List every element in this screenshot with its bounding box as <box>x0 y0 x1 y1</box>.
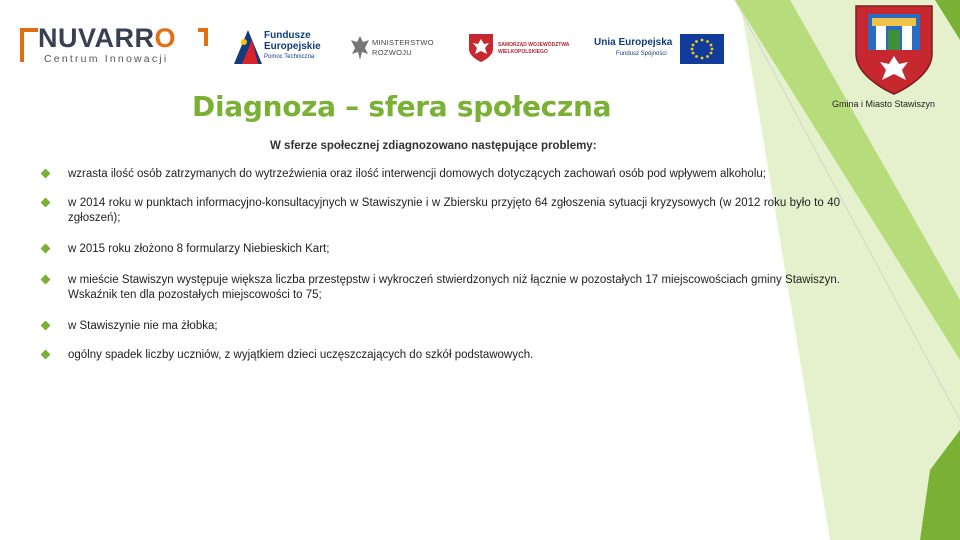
polish-eagle-icon <box>350 34 370 62</box>
ue-line1: Unia Europejska <box>594 37 673 48</box>
samorzad-wojewodztwa-logo <box>468 32 572 64</box>
fe-line2: Europejskie <box>264 41 321 52</box>
list-item <box>40 319 840 334</box>
mr-line2: ROZWOJU <box>372 48 413 57</box>
nuvarro-logo <box>18 23 210 68</box>
diamond-bullet-icon <box>41 275 51 285</box>
list-item <box>40 348 840 363</box>
slide-subtitle: W sferze społecznej zdiagnozowano następujące problemy: <box>270 140 597 152</box>
diamond-bullet-icon <box>41 321 51 331</box>
nuvarro-tagline: Centrum Innowacji <box>44 53 169 65</box>
fundusze-europejskie-logo <box>234 30 330 66</box>
ministerstwo-rozwoju-logo <box>350 32 446 64</box>
list-item-text: w 2015 roku złożono 8 formularzy Niebieskich Kart; <box>68 243 330 255</box>
nuvarro-wordmark: NUVARRO <box>38 23 177 53</box>
problem-list <box>40 167 840 363</box>
slide-title: Diagnoza – sfera społeczna <box>192 90 612 123</box>
fe-line3: Pomoc Techniczna <box>264 54 315 60</box>
nuvarro-accent-letter: O <box>154 23 177 53</box>
diamond-bullet-icon <box>41 350 51 360</box>
wielkopolska-shield-icon <box>468 33 494 63</box>
nuvarro-bracket-right-icon <box>196 26 210 66</box>
list-item-text: ogólny spadek liczby uczniów, z wyjątkiem dzieci uczęszczających do szkół podstawowych. <box>68 349 534 361</box>
diamond-bullet-icon <box>41 169 51 179</box>
list-item <box>40 242 840 257</box>
mr-line1: MINISTERSTWO <box>372 38 434 47</box>
diamond-bullet-icon <box>41 244 51 254</box>
fe-star-icon <box>234 30 262 64</box>
crest-icon <box>854 4 934 96</box>
sw-line2: WIELKOPOLSKIEGO <box>498 49 548 55</box>
unia-europejska-logo <box>594 34 726 64</box>
gmina-label: Gmina i Miasto Stawiszyn <box>832 99 936 109</box>
list-item-text: w Stawiszynie nie ma żłobka; <box>68 320 218 332</box>
diamond-bullet-icon <box>41 198 51 208</box>
eu-flag-icon <box>680 34 724 64</box>
list-item-text: w mieście Stawiszyn występuje większa liczba przestępstw i wykroczeń stwierdzonych niż łącznie w pozostałych 17 miejscowościach gminy Stawiszyn. Wskaźnik ten dla pozostałych miejscowości to 75; <box>68 274 840 301</box>
list-item <box>40 196 840 226</box>
ue-line2: Fundusz Spójności <box>616 51 667 57</box>
list-item-text: wzrasta ilość osób zatrzymanych do wytrzeźwienia oraz ilość interwencji domowych dotyczących zachowań osób pod wpływem alkoholu; <box>68 168 766 180</box>
sw-line1: SAMORZĄD WOJEWÓDZTWA <box>498 42 570 48</box>
list-item <box>40 273 840 303</box>
list-item <box>40 167 840 182</box>
fe-line1: Fundusze <box>264 30 311 41</box>
list-item-text: w 2014 roku w punktach informacyjno-konsultacyjnych w Stawiszynie i w Zbiersku przyjęto 64 zgłoszenia sytuacji kryzysowych (w 2012 roku było to 40 zgłoszeń); <box>68 197 840 224</box>
